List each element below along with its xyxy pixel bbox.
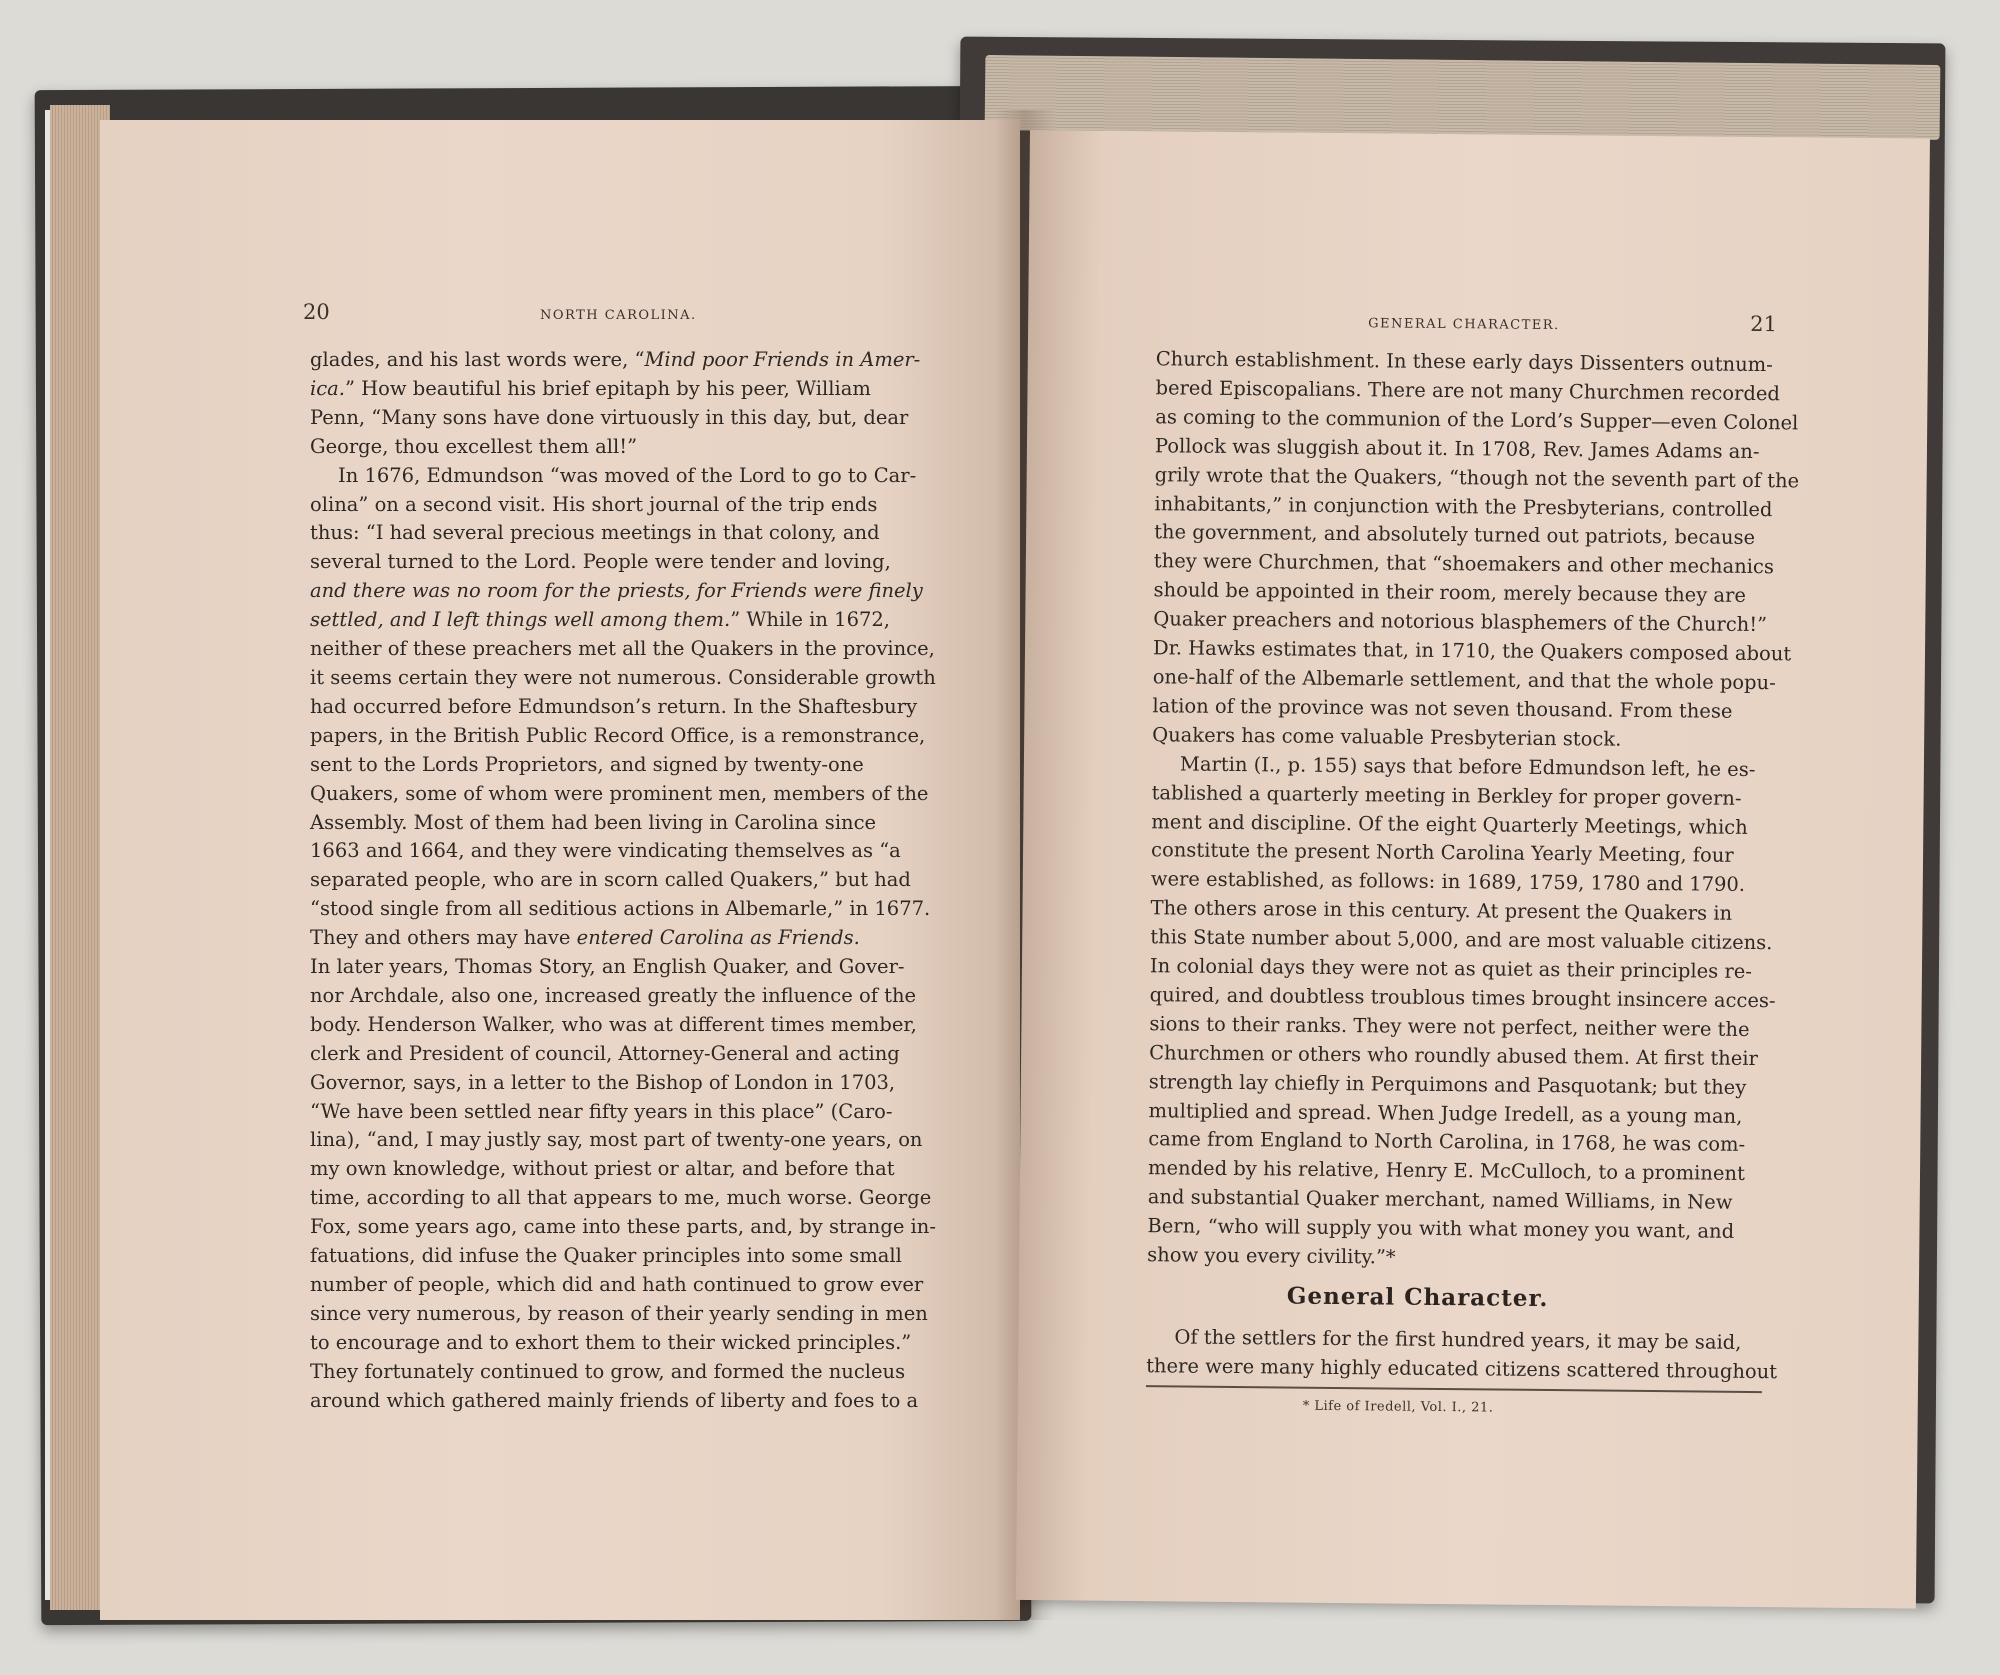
text-line (310, 982, 936, 1011)
text-line (310, 635, 936, 664)
text-run: bered Episcopalians. There are not many Churchmen recorded (1155, 376, 1781, 406)
text-line (310, 1242, 936, 1271)
left-page (100, 120, 1020, 1620)
text-run: should be appointed in their room, merely because they are (1153, 578, 1747, 608)
text-line (1147, 1241, 1792, 1276)
page-number: 21 (1750, 311, 1778, 337)
text-line (310, 577, 936, 606)
text-run: had occurred before Edmundson’s return. In the Shaftesbury (310, 694, 918, 718)
text-run: my own knowledge, without priest or altar, and before that (310, 1157, 895, 1181)
section-heading: General Character. (1286, 1282, 1549, 1313)
text-line (310, 404, 936, 433)
text-run: neither of these preachers met all the Quakers in the province, (310, 637, 935, 661)
text-run: Fox, some years ago, came into these parts, and, by strange in- (310, 1215, 936, 1239)
text-line (310, 519, 936, 548)
text-line (310, 953, 936, 982)
text-run: olina” on a second visit. His short journal of the trip ends (310, 492, 878, 516)
text-line (310, 548, 936, 577)
text-line (310, 1358, 936, 1387)
text-line (310, 1155, 936, 1184)
text-run: the government, and absolutely turned out patriots, because (1154, 520, 1756, 550)
text-line (310, 1329, 936, 1358)
text-run: clerk and President of council, Attorney-General and acting (310, 1041, 900, 1065)
text-run: Quakers has come valuable Presbyterian stock. (1152, 722, 1622, 751)
text-line (310, 924, 936, 953)
text-line (310, 433, 936, 462)
text-run: Pollock was sluggish about it. In 1708, Rev. James Adams an- (1154, 433, 1760, 463)
text-run: inhabitants,” in conjunction with the Presbyterians, controlled (1154, 491, 1773, 521)
text-run: tablished a quarterly meeting in Berkley for proper govern- (1151, 780, 1742, 810)
text-run: glades, and his last words were, “ (310, 348, 645, 371)
text-run: 1663 and 1664, and they were vindicating themselves as “a (310, 839, 901, 863)
page-block-edge (985, 55, 1941, 140)
text-run: time, according to all that appears to me, much worse. George (310, 1186, 932, 1210)
text-run: Quakers, some of whom were prominent men, members of the (310, 781, 929, 805)
text-line (310, 462, 936, 491)
text-run: sent to the Lords Proprietors, and signed by twenty-one (310, 752, 864, 776)
text-run: one-half of the Albemarle settlement, and that the whole popu- (1152, 665, 1776, 695)
text-run: there were many highly educated citizens scattered throughout (1146, 1354, 1778, 1384)
footnote-rule (1146, 1385, 1762, 1392)
text-line (1146, 1352, 1777, 1387)
text-run: ” While in 1672, (730, 608, 890, 632)
italic-text: ica. (310, 376, 345, 400)
text-run: Church establishment. In these early days Dissenters outnum- (1155, 347, 1773, 377)
text-line (310, 606, 936, 635)
text-run: “We have been settled near fifty years in this place” (Caro- (310, 1099, 893, 1123)
text-run: fatuations, did infuse the Quaker principles into some small (310, 1244, 902, 1268)
text-run: ment and discipline. Of the eight Quarterly Meetings, which (1151, 809, 1748, 839)
text-run: show you every civility.”* (1147, 1243, 1396, 1269)
body-text (1147, 345, 1800, 1276)
text-run: lation of the province was not seven thousand. From these (1152, 694, 1733, 723)
text-line (310, 722, 936, 751)
page-number: 20 (303, 300, 330, 324)
text-run: mended by his relative, Henry E. McCulloch, to a prominent (1147, 1156, 1745, 1186)
text-run: number of people, which did and hath continued to grow ever (310, 1273, 924, 1296)
text-run: Assembly. Most of them had been living in Carolina since (310, 810, 877, 834)
text-run: came from England to North Carolina, in 1768, he was com- (1148, 1127, 1746, 1157)
text-run: they were Churchmen, that “shoemakers and other mechanics (1153, 549, 1775, 579)
text-run: Of the settlers for the first hundred years, it may be said, (1174, 1325, 1742, 1354)
text-run: sions to their ranks. They were not perfect, neither were the (1149, 1012, 1750, 1041)
text-run: to encourage and to exhort them to their wicked principles.” (310, 1330, 912, 1354)
text-run: The others arose in this century. At present the Quakers in (1150, 896, 1733, 925)
text-line (310, 751, 936, 780)
text-run: around which gathered mainly friends of liberty and foes to a (310, 1388, 919, 1412)
text-line (310, 1011, 936, 1040)
running-head: NORTH CAROLINA. (540, 308, 697, 323)
text-run: papers, in the British Public Record Office, is a remonstrance, (310, 723, 926, 747)
text-line (310, 693, 936, 722)
text-run: body. Henderson Walker, who was at different times member, (310, 1012, 917, 1036)
text-run: In later years, Thomas Story, an English Quaker, and Gover- (310, 955, 905, 979)
text-run: this State number about 5,000, and are most valuable citizens. (1150, 925, 1773, 955)
text-line (310, 1271, 936, 1300)
text-line (310, 866, 936, 895)
text-run: separated people, who are in scorn called Quakers,” but had (310, 868, 911, 892)
text-run: George, thou excellest them all!” (310, 434, 638, 458)
text-line (310, 837, 936, 866)
text-run: Penn, “Many sons have done virtuously in this day, but, dear (310, 405, 909, 429)
right-page (1016, 130, 1930, 1609)
text-line (310, 1040, 936, 1069)
italic-text: Mind poor Friends in Amer- (644, 348, 921, 371)
text-run: multiplied and spread. When Judge Iredell, as a young man, (1148, 1098, 1743, 1128)
text-run: In 1676, Edmundson “was moved of the Lord to go to Car- (338, 463, 917, 487)
text-line (310, 1126, 936, 1155)
running-head: GENERAL CHARACTER. (1368, 316, 1560, 334)
text-line (310, 809, 936, 838)
text-run: constitute the present North Carolina Yearly Meeting, four (1150, 838, 1734, 868)
text-line (310, 1098, 936, 1127)
text-run: “stood single from all seditious actions in Albemarle,” in 1677. (310, 897, 931, 921)
text-run: Churchmen or others who roundly abused them. At first their (1149, 1040, 1758, 1070)
text-line (310, 780, 936, 809)
text-run: as coming to the communion of the Lord’s Supper—even Colonel (1155, 405, 1799, 435)
italic-text: settled, and I left things well among them. (310, 608, 731, 632)
text-run: Governor, says, in a letter to the Bishop of London in 1703, (310, 1070, 896, 1094)
text-line (310, 895, 936, 924)
text-line (310, 346, 936, 375)
text-line (310, 664, 936, 693)
text-line (310, 375, 936, 404)
italic-text: and there was no room for the priests, for Friends were finely (310, 579, 923, 603)
text-run: quired, and doubtless troublous times brought insincere acces- (1149, 983, 1776, 1013)
text-run: it seems certain they were not numerous. Considerable growth (310, 665, 936, 689)
text-run: nor Archdale, also one, increased greatly the influence of the (310, 983, 917, 1007)
text-run: They and others may have (310, 926, 577, 950)
text-run: and substantial Quaker merchant, named Williams, in New (1147, 1185, 1733, 1215)
text-run: were established, as follows: in 1689, 1759, 1780 and 1790. (1150, 867, 1746, 897)
footnote: * Life of Iredell, Vol. I., 21. (1302, 1398, 1494, 1416)
body-text (310, 346, 936, 1416)
text-line (310, 1387, 936, 1416)
text-line (310, 1184, 936, 1213)
text-run: ” How beautiful his brief epitaph by his peer, William (344, 376, 871, 400)
text-run: In colonial days they were not as quiet as their principles re- (1149, 954, 1753, 983)
text-run: Quaker preachers and notorious blasphemers of the Church!” (1153, 607, 1768, 637)
text-run: grily wrote that the Quakers, “though not the seventh part of the (1154, 462, 1800, 493)
text-run: Bern, “who will supply you with what money you want, and (1147, 1214, 1735, 1243)
italic-text: entered Carolina as Friends. (576, 926, 860, 950)
text-run: Martin (I., p. 155) says that before Edmundson left, he es- (1179, 752, 1756, 781)
section-body-text (1146, 1323, 1777, 1387)
text-run: strength lay chiefly in Perquimons and Pasquotank; but they (1148, 1069, 1747, 1099)
text-line (310, 1069, 936, 1098)
text-run: lina), “and, I may justly say, most part of twenty-one years, on (310, 1128, 923, 1152)
text-run: since very numerous, by reason of their yearly sending in men (310, 1301, 928, 1325)
text-line (310, 491, 936, 520)
text-run: They fortunately continued to grow, and formed the nucleus (310, 1359, 906, 1383)
text-line (310, 1213, 936, 1242)
text-run: thus: “I had several precious meetings in that colony, and (310, 521, 880, 545)
text-run: several turned to the Lord. People were tender and loving, (310, 550, 891, 574)
text-line (310, 1300, 936, 1329)
text-run: Dr. Hawks estimates that, in 1710, the Quakers composed about (1152, 636, 1792, 666)
